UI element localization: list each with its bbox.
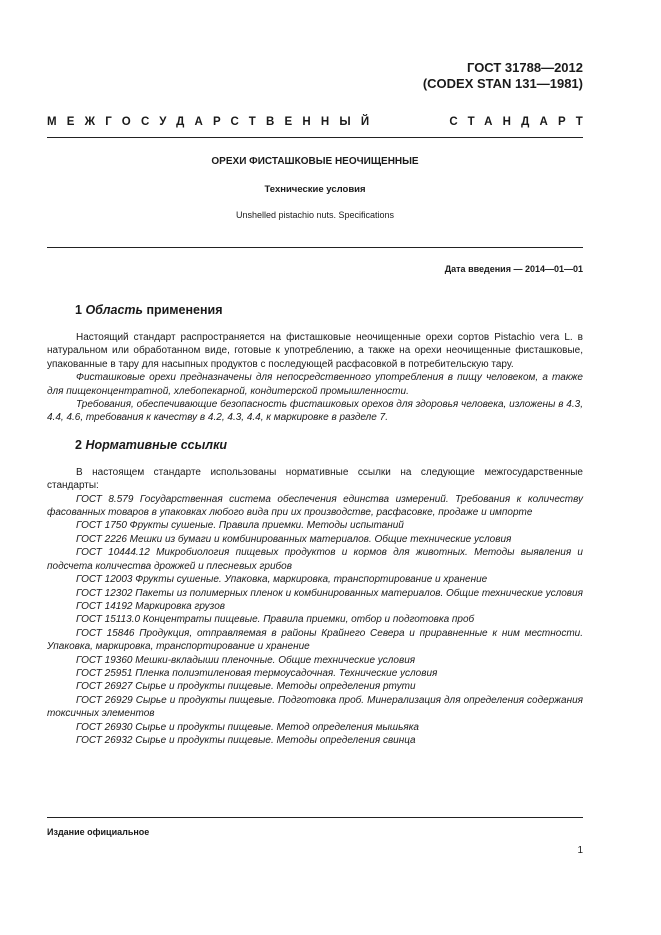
- codex-number: (CODEX STAN 131—1981): [422, 76, 583, 91]
- document-body: [47, 302, 583, 747]
- reference-item: ГОСТ 25951 Пленка полиэтиленовая термоусадочная. Технические условия: [76, 667, 438, 679]
- reference-item: ГОСТ 15846 Продукция, отправляемая в районы Крайнего Севера и приравненные к ним местности. Упаковка, маркировка, транспортирование и хранение: [47, 627, 583, 653]
- reference-item: ГОСТ 12302 Пакеты из полимерных пленок и комбинированных материалов. Общие технические условия: [76, 587, 583, 599]
- reference-item: ГОСТ 15113.0 Концентраты пищевые. Правила приемки, отбор и подготовка проб: [76, 614, 475, 626]
- reference-item: ГОСТ 10444.12 Микробиология пищевых продуктов и кормов для животных. Методы выявления и подсчета количества дрожжей и плесневых грибов: [47, 547, 583, 572]
- banner-word-standard: СТАНДАРТ: [449, 116, 593, 128]
- purpose-paragraph: Фисташковые орехи предназначены для непосредственного употребления в пищу человеком, а также для пищеконцентратной, хлебопекарной, кондитерской промышленности.: [47, 372, 583, 397]
- standard-number: ГОСТ 31788—2012: [467, 60, 583, 75]
- section-2-title: Нормативные ссылки: [85, 437, 228, 452]
- english-title: Unshelled pistachio nuts. Specifications: [235, 210, 395, 220]
- introduction-date: Дата введения — 2014—01—01: [444, 264, 583, 274]
- standard-number-block: [423, 60, 583, 92]
- reference-item: ГОСТ 1750 Фрукты сушеные. Правила приемки. Методы испытаний: [76, 520, 404, 532]
- section-2-heading: [75, 437, 583, 453]
- footer-rule: [47, 817, 583, 818]
- section-1-number: 1: [75, 303, 82, 317]
- section-1-title-italic: Область: [85, 303, 143, 317]
- reference-item: ГОСТ 14192 Маркировка грузов: [76, 600, 225, 612]
- reference-item: ГОСТ 2226 Мешки из бумаги и комбинированных материалов. Общие технические условия: [76, 533, 512, 545]
- reference-item: ГОСТ 19360 Мешки-вкладыши пленочные. Общие технические условия: [76, 654, 416, 666]
- page-number: 1: [577, 845, 583, 856]
- reference-item: ГОСТ 26930 Сырье и продукты пищевые. Метод определения мышьяка: [76, 721, 419, 733]
- reference-item: ГОСТ 26932 Сырье и продукты пищевые. Методы определения свинца: [76, 734, 416, 746]
- reference-item: ГОСТ 12003 Фрукты сушеные. Упаковка, маркировка, транспортирование и хранение: [76, 574, 488, 586]
- scope-paragraph: Настоящий стандарт распространяется на фисташковые неочищенные орехи сортов Pistachio vera L. в натуральном или обработанном виде, готовые к употреблению, а также на орехи неочищенные фисташковые, упакованные в тару для насыпных продуктов с последующей расфасовкой в потребительскую тару.: [47, 332, 583, 370]
- section-1-title-rest: применения: [146, 303, 223, 317]
- section-1-heading: [75, 302, 583, 318]
- references-intro: В настоящем стандарте использованы нормативные ссылки на следующие межгосударственные стандарты:: [47, 466, 583, 492]
- reference-item: ГОСТ 26927 Сырье и продукты пищевые. Методы определения ртути: [76, 681, 416, 693]
- official-edition-label: Издание официальное: [47, 827, 150, 837]
- section-2-number: 2: [75, 437, 82, 452]
- interstate-standard-banner: [47, 116, 593, 128]
- reference-item: ГОСТ 8.579 Государственная система обеспечения единства измерений. Требования к количеству фасованных товаров в упаковках любого вида при их производстве, расфасовке, продаже и импорте: [47, 493, 583, 519]
- banner-rule: [47, 137, 583, 138]
- document-subtitle: Технические условия: [264, 184, 366, 195]
- requirements-paragraph: Требования, обеспечивающие безопасность фисташковых орехов для здоровья человека, изложены в 4.3, 4.4, 4.6, требования к качеству в 4.2, 4.3, 4.4, к маркировке в разделе 7.: [47, 399, 583, 424]
- document-title: ОРЕХИ ФИСТАШКОВЫЕ НЕОЧИЩЕННЫЕ: [211, 156, 419, 167]
- title-rule: [47, 247, 583, 248]
- reference-item: ГОСТ 26929 Сырье и продукты пищевые. Подготовка проб. Минерализация для определения содержания токсичных элементов: [47, 694, 583, 720]
- banner-word-interstate: МЕЖГОСУДАРСТВЕННЫЙ: [47, 116, 380, 128]
